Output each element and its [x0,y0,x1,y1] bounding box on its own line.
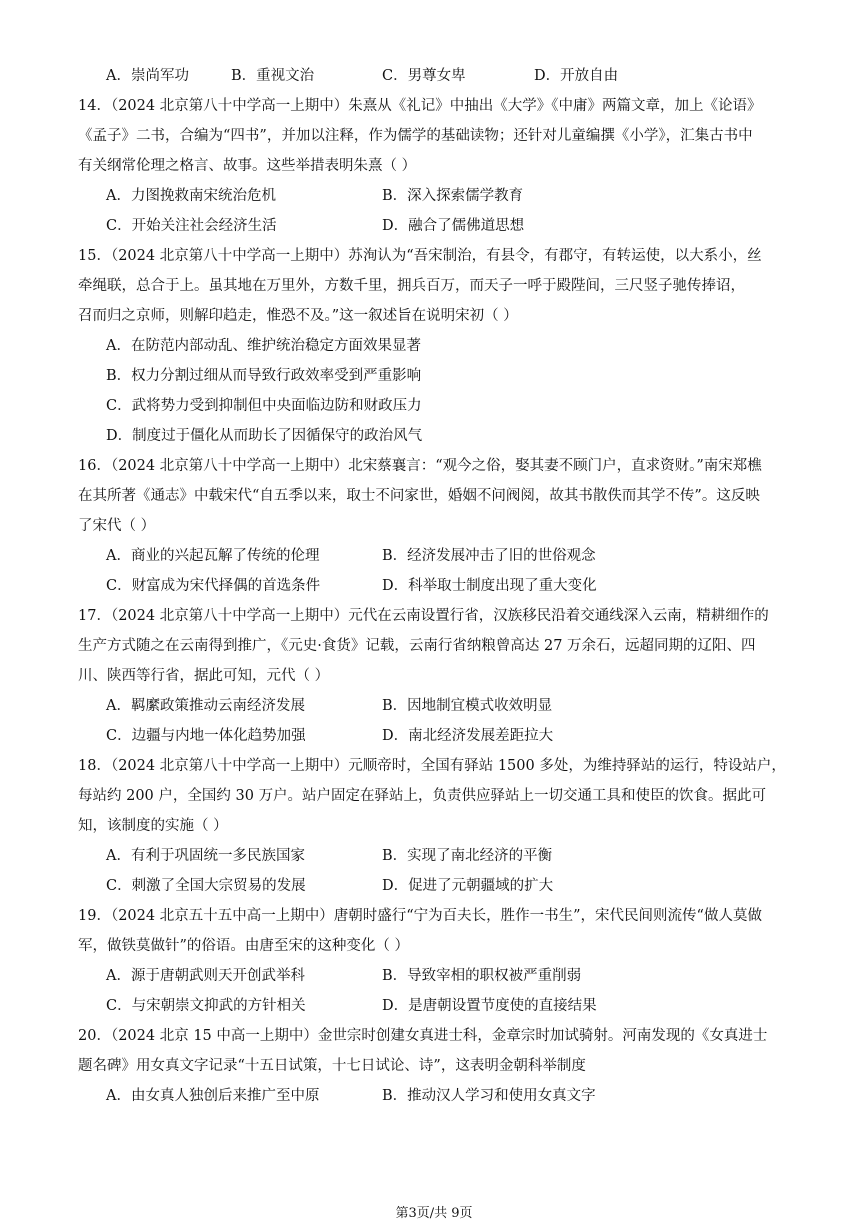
q17-stem-line-1: 17．（2024 北京第八十中学高一上期中）元代在云南设置行省，汉族移民沿着交通线深入云南，精耕细作的 [78,608,769,624]
q17-stem-line-3: 川、陕西等行省，据此可知，元代（ ） [78,668,330,684]
q15-option-c: C．武将势力受到抑制但中央面临边防和财政压力 [106,398,422,414]
q16-options-row-1 [0,544,868,568]
q18-option-b: B．实现了南北经济的平衡 [382,848,553,864]
q14-options-row-2 [0,214,868,238]
q14-stem-line-3: 有关纲常伦理之格言、故事。这些举措表明朱熹（ ） [78,158,417,174]
q16-option-d: D．科举取士制度出现了重大变化 [382,578,597,594]
q19-options-row-1 [0,964,868,988]
q14-option-a: A．力图挽救南宋统治危机 [106,188,276,204]
q15-option-row-c [0,394,868,418]
q16-option-a: A．商业的兴起瓦解了传统的伦理 [106,548,320,564]
q14-option-c: C．开始关注社会经济生活 [106,218,277,234]
q18-options-row-2 [0,874,868,898]
q13-option-c: C．男尊女卑 [382,68,466,84]
q15-option-row-d [0,424,868,448]
q14-option-b: B．深入探索儒学教育 [382,188,524,204]
q16-option-b: B．经济发展冲击了旧的世俗观念 [382,548,596,564]
q17-stem-line-2: 生产方式随之在云南得到推广，《元史·食货》记载，云南行省纳粮曾高达 27 万余石，远超同期的辽阳、四 [78,638,756,654]
q15-option-b: B．权力分割过细从而导致行政效率受到严重影响 [106,368,422,384]
q15-option-a: A．在防范内部动乱、维护统治稳定方面效果显著 [106,338,421,354]
q18-stem-line-3: 知，该制度的实施（ ） [78,818,228,834]
q19-stem-line-2: 军，做铁莫做针”的俗语。由唐至宋的这种变化（ ） [78,938,410,954]
q17-option-b: B．因地制宜模式收效明显 [382,698,553,714]
q14-stem-line-2: 《孟子》二书，合编为“四书”，并加以注释，作为儒学的基础读物；还针对儿童编撰《小学》，汇集古书中 [78,128,753,144]
q19-options-row-2 [0,994,868,1018]
q13-option-b: B．重视文治 [231,68,315,84]
q15-option-row-b [0,364,868,388]
q19-option-c: C．与宋朝崇文抑武的方针相关 [106,998,306,1014]
q17-option-d: D．南北经济发展差距拉大 [382,728,554,744]
q16-stem-line-2: 在其所著《通志》中载宋代“自五季以来，取士不问家世，婚姻不问阀阅，故其书散佚而其学不传”。这反映 [78,488,760,504]
q15-stem-line-1: 15．（2024 北京第八十中学高一上期中）苏洵认为“吾宋制治，有县令，有郡守，有转运使，以大系小，丝 [78,248,762,264]
q19-stem-line-1: 19．（2024 北京五十五中高一上期中）唐朝时盛行“宁为百夫长，胜作一书生”，宋代民间则流传“做人莫做 [78,908,762,924]
q17-options-row-1 [0,694,868,718]
q20-stem-line-1: 20．（2024 北京 15 中高一上期中）金世宗时创建女真进士科，金章宗时加试骑射。河南发现的《女真进士 [78,1028,768,1044]
q20-stem-line-2: 题名碑》用女真文字记录“十五日试策，十七日试论、诗”，这表明金朝科举制度 [78,1058,586,1074]
q14-options-row-1 [0,184,868,208]
q18-option-c: C．刺激了全国大宗贸易的发展 [106,878,306,894]
q15-option-row-a [0,334,868,358]
q14-stem-line-1: 14．（2024 北京第八十中学高一上期中）朱熹从《礼记》中抽出《大学》《中庸》两篇文章，加上《论语》 [78,98,762,114]
q19-option-b: B．导致宰相的职权被严重削弱 [382,968,582,984]
q20-options-row-1 [0,1084,868,1108]
q18-stem-line-1: 18．（2024 北京第八十中学高一上期中）元顺帝时，全国有驿站 1500 多处，为维持驿站的运行，特设站户， [78,758,786,774]
q17-option-a: A．羁縻政策推动云南经济发展 [106,698,305,714]
q17-option-c: C．边疆与内地一体化趋势加强 [106,728,306,744]
q19-option-d: D．是唐朝设置节度使的直接结果 [382,998,597,1014]
q18-option-a: A．有利于巩固统一多民族国家 [106,848,305,864]
q13-options [0,64,868,88]
q15-stem-line-2: 牵绳联，总合于上。虽其地在万里外，方数千里，拥兵百万，而天子一呼于殿陛间，三尺竖子驰传捧诏， [78,278,745,294]
q19-option-a: A．源于唐朝武则天开创武举科 [106,968,305,984]
q16-stem-line-3: 了宋代（ ） [78,518,156,534]
q13-option-a: A．崇尚军功 [106,68,189,84]
q16-option-c: C．财富成为宋代择偶的首选条件 [106,578,321,594]
q14-option-d: D．融合了儒佛道思想 [382,218,525,234]
q16-options-row-2 [0,574,868,598]
q18-option-d: D．促进了元朝疆域的扩大 [382,878,554,894]
q13-option-d: D．开放自由 [534,68,619,84]
q16-stem-line-1: 16．（2024 北京第八十中学高一上期中）北宋蔡襄言：“观今之俗，娶其妻不顾门户，直求资财。”南宋郑樵 [78,458,762,474]
q15-option-d: D．制度过于僵化从而助长了因循保守的政治风气 [106,428,423,444]
q17-options-row-2 [0,724,868,748]
q20-option-b: B．推动汉人学习和使用女真文字 [382,1088,596,1104]
q18-stem-line-2: 每站约 200 户，全国约 30 万户。站户固定在驿站上，负责供应驿站上一切交通工具和使臣的饮食。据此可 [78,788,767,804]
q20-option-a: A．由女真人独创后来推广至中原 [106,1088,320,1104]
q18-options-row-1 [0,844,868,868]
page-number: 第3页/共 9页 [395,1206,473,1221]
q15-stem-line-3: 召而归之京师，则解印趋走，惟恐不及。”这一叙述旨在说明宋初（ ） [78,308,518,324]
